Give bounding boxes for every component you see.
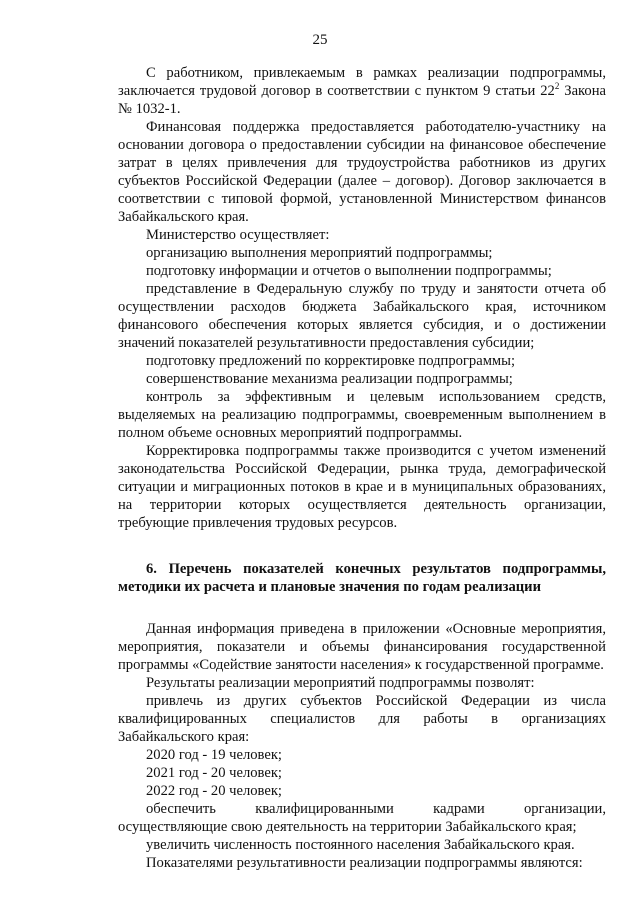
paragraph-employment-contract: С работником, привлекаемым в рамках реализации подпрограммы, заключается трудовой договор в соответствии с пунктом 9 статьи $22^2$ Закона № 1032-1. — [118, 65, 606, 117]
page-number: 25 — [312, 32, 328, 48]
paragraph-appendix-reference: Данная информация приведена в приложении «Основные мероприятия, мероприятия, показатели и объемы финансирования государственной программы «Содействие занятости населения» к государственной программе. — [118, 621, 606, 673]
list-item: подготовку предложений по корректировке подпрограммы; — [146, 353, 516, 369]
list-item-year: 2022 год - 20 человек; — [146, 783, 282, 799]
list-item: совершенствование механизма реализации подпрограммы; — [146, 371, 513, 387]
list-item: представление в Федеральную службу по труду и занятости отчета об осуществлении расходов бюджета Забайкальского края, источником финансового обеспечения которых является субсидия, и о достижении значений показателей результативности предоставления субсидии; — [118, 281, 606, 351]
list-item-year: 2020 год - 19 человек; — [146, 747, 282, 763]
paragraph-ministry-duties-intro: Министерство осуществляет: — [146, 227, 330, 243]
list-item: увеличить численность постоянного населения Забайкальского края. — [146, 837, 575, 853]
document-body — [118, 64, 606, 872]
list-item: привлечь из других субъектов Российской Федерации из числа квалифицированных специалистов для работы в организациях Забайкальского края: — [118, 693, 606, 745]
list-item: подготовку информации и отчетов о выполнении подпрограммы; — [146, 263, 552, 279]
list-item: организацию выполнения мероприятий подпрограммы; — [146, 245, 493, 261]
paragraph-correction: Корректировка подпрограммы также производится с учетом изменений законодательства Российской Федерации, рынка труда, демографической ситуации и миграционных потоков в крае и в муниципальных образованиях, на территории которых осуществляется деятельность организации, требующие привлечения трудовых ресурсов. — [118, 443, 606, 531]
paragraph-indicators-intro: Показателями результативности реализации подпрограммы являются: — [146, 855, 583, 871]
list-item-year: 2021 год - 20 человек; — [146, 765, 282, 781]
section-heading: 6. Перечень показателей конечных результатов подпрограммы, методики их расчета и плановые значения по годам реализации — [118, 561, 606, 595]
list-item: обеспечить квалифицированными кадрами организации, осуществляющие свою деятельность на территории Забайкальского края; — [118, 801, 606, 835]
paragraph-results-intro: Результаты реализации мероприятий подпрограммы позволят: — [146, 675, 535, 691]
list-item: контроль за эффективным и целевым использованием средств, выделяемых на реализацию подпрограммы, своевременным выполнением в полном объеме основных мероприятий подпрограммы. — [118, 389, 606, 441]
paragraph-financial-support: Финансовая поддержка предоставляется работодателю-участнику на основании договора о предоставлении субсидии на финансовое обеспечение затрат в целях привлечения для трудоустройства работников из других субъектов Российской Федерации (далее – договор). Договор заключается в соответствии с типовой формой, установленной Министерством финансов Забайкальского края. — [118, 119, 606, 225]
